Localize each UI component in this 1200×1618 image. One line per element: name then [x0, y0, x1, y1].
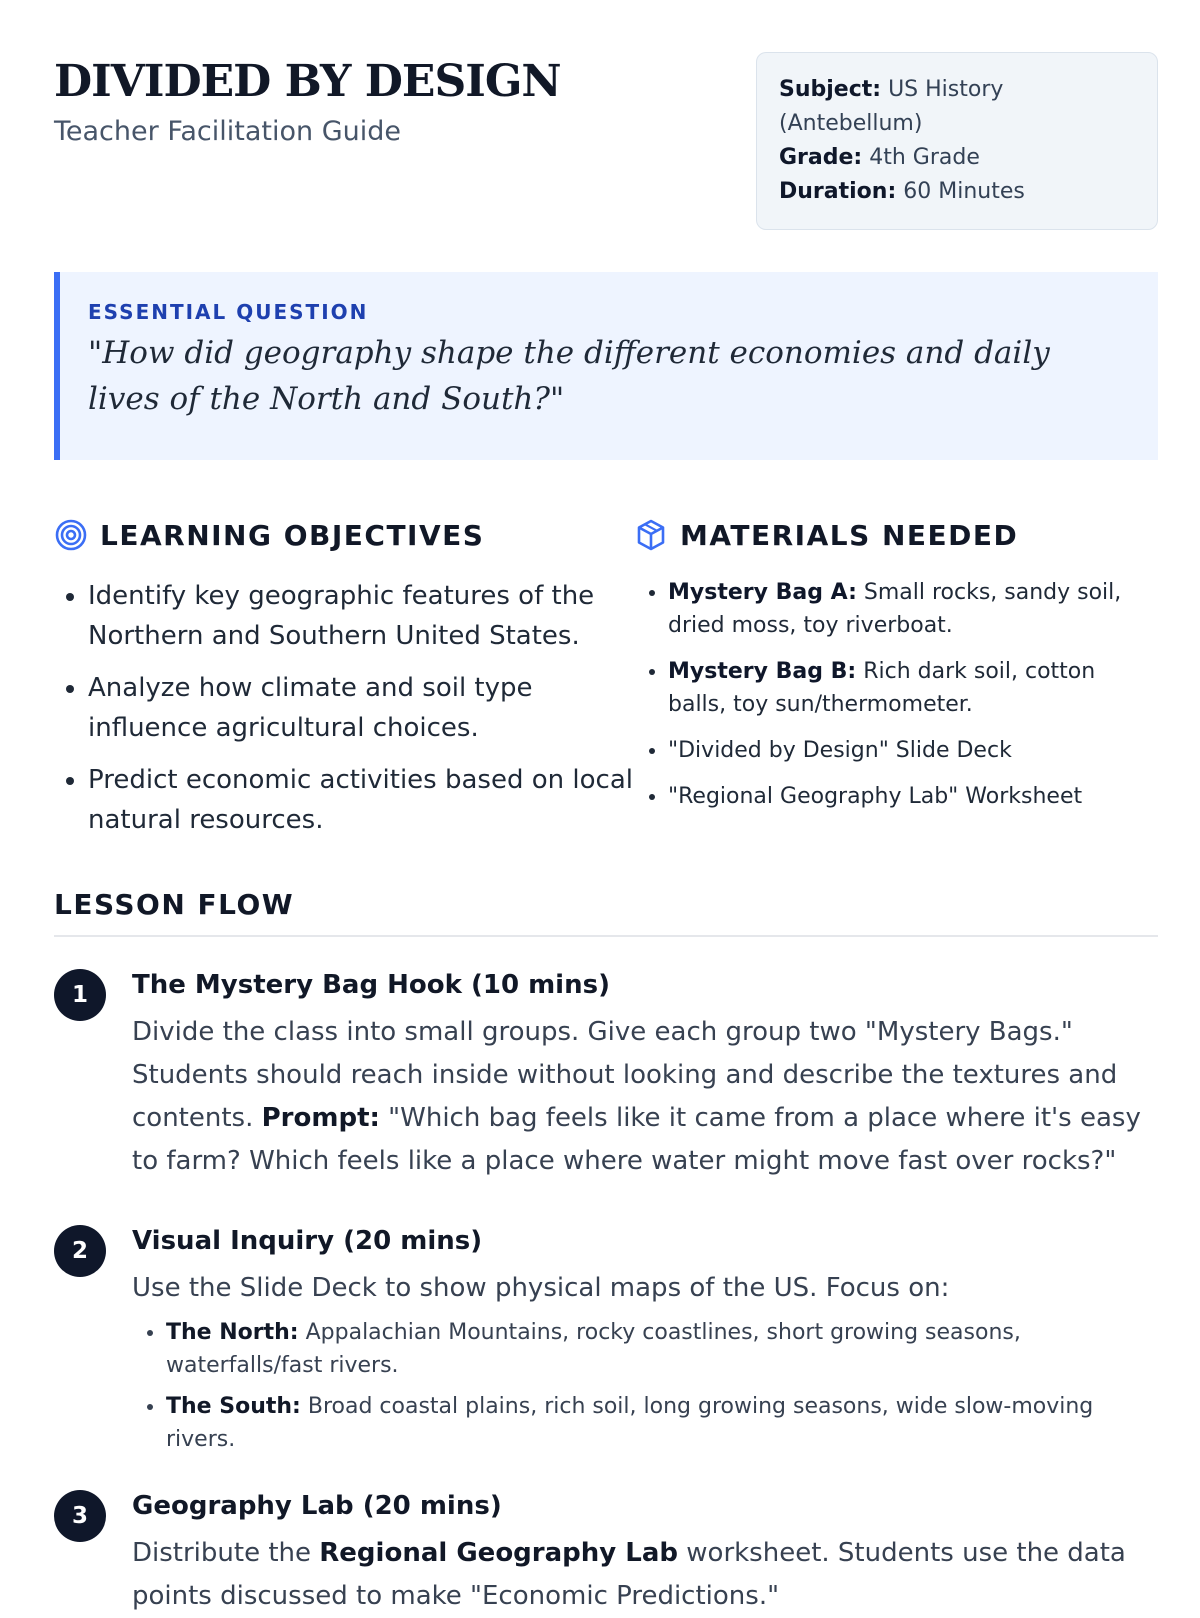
list-item — [166, 1316, 1158, 1382]
lesson-step-2 — [54, 1223, 1158, 1464]
essential-question-label: ESSENTIAL QUESTION — [88, 300, 369, 324]
region-label: The South: — [166, 1394, 301, 1419]
lesson-step-3 — [54, 1488, 1158, 1618]
target-icon — [54, 518, 88, 552]
step-description: Use the Slide Deck to show physical maps of the US. Focus on: — [132, 1273, 950, 1303]
meta-grade — [779, 141, 1137, 175]
material-text: "Divided by Design" Slide Deck — [668, 738, 1012, 763]
step-number-badge: 1 — [54, 969, 106, 1021]
objectives-list — [54, 576, 634, 840]
material-label: Mystery Bag B: — [668, 659, 857, 684]
materials-title: MATERIALS NEEDED — [680, 518, 1019, 552]
prompt-label: Prompt: — [261, 1103, 380, 1133]
meta-grade-value: 4th Grade — [869, 145, 980, 170]
list-item: • Predict economic activities based on local natural resources. — [88, 760, 634, 840]
worksheet-name: Regional Geography Lab — [319, 1538, 678, 1568]
page-subtitle: Teacher Facilitation Guide — [54, 116, 401, 148]
step-text — [132, 1532, 1158, 1618]
region-list — [132, 1316, 1158, 1456]
lesson-flow-title: LESSON FLOW — [54, 888, 1158, 937]
step-description: Distribute the — [132, 1538, 312, 1568]
lesson-meta-card — [756, 52, 1158, 230]
step-number-badge: 2 — [54, 1225, 106, 1277]
step-body — [132, 967, 1158, 1183]
materials-list — [634, 576, 1158, 813]
page-title: DIVIDED BY DESIGN — [54, 56, 561, 107]
region-text: Appalachian Mountains, rocky coastlines, short growing seasons, waterfalls/fast rivers. — [166, 1320, 1021, 1378]
list-item — [668, 655, 1158, 721]
lesson-step-1 — [54, 967, 1158, 1183]
materials-needed — [634, 518, 1158, 852]
material-text: Rich dark soil, cotton balls, toy sun/thermometer. — [668, 659, 1096, 717]
material-text: Small rocks, sandy soil, dried moss, toy riverboat. — [668, 580, 1122, 638]
list-item: • Identify key geographic features of the Northern and Southern United States. — [88, 576, 634, 656]
lesson-guide — [54, 52, 1158, 1618]
objectives-title: LEARNING OBJECTIVES — [100, 518, 485, 552]
objectives-heading — [54, 518, 634, 552]
step-text — [132, 1011, 1158, 1183]
list-item — [668, 576, 1158, 642]
essential-question-callout — [54, 272, 1158, 460]
materials-heading — [634, 518, 1158, 552]
two-column-section — [54, 518, 1158, 852]
step-title: Visual Inquiry (20 mins) — [132, 1226, 483, 1256]
step-number-badge: 3 — [54, 1490, 106, 1542]
meta-duration-value: 60 Minutes — [903, 179, 1025, 204]
material-text: "Regional Geography Lab" Worksheet — [668, 784, 1083, 809]
cube-icon — [634, 518, 668, 552]
step-description-end: worksheet. Students use the data points discussed to make "Economic Predictions." — [132, 1538, 1126, 1611]
essential-question-text: "How did geography shape the different economies and daily lives of the North and South?" — [88, 335, 1050, 417]
step-body — [132, 1488, 1158, 1618]
region-text: Broad coastal plains, rich soil, long growing seasons, wide slow-moving rivers. — [166, 1394, 1094, 1452]
list-item — [668, 780, 1158, 813]
region-label: The North: — [166, 1320, 299, 1345]
meta-subject-label: Subject: — [779, 77, 882, 102]
list-item — [166, 1390, 1158, 1456]
step-title: The Mystery Bag Hook (10 mins) — [132, 970, 610, 1000]
step-title: Geography Lab (20 mins) — [132, 1491, 502, 1521]
meta-subject-value: US History (Antebellum) — [779, 77, 1004, 136]
list-item: • Analyze how climate and soil type influence agricultural choices. — [88, 668, 634, 748]
step-body — [132, 1223, 1158, 1464]
meta-grade-label: Grade: — [779, 145, 863, 170]
learning-objectives — [54, 518, 634, 852]
prompt-text: "Which bag feels like it came from a place where it's easy to farm? Which feels like a place where water might move fast over rocks?" — [132, 1103, 1141, 1176]
meta-subject — [779, 73, 1137, 141]
material-label: Mystery Bag A: — [668, 580, 857, 605]
list-item — [668, 734, 1158, 767]
meta-duration — [779, 175, 1137, 209]
header — [54, 52, 1158, 230]
step-description: Divide the class into small groups. Give each group two "Mystery Bags." Students should reach inside without looking and describe the textures and contents. — [132, 1017, 1118, 1133]
meta-duration-label: Duration: — [779, 179, 897, 204]
title-block — [54, 52, 561, 147]
